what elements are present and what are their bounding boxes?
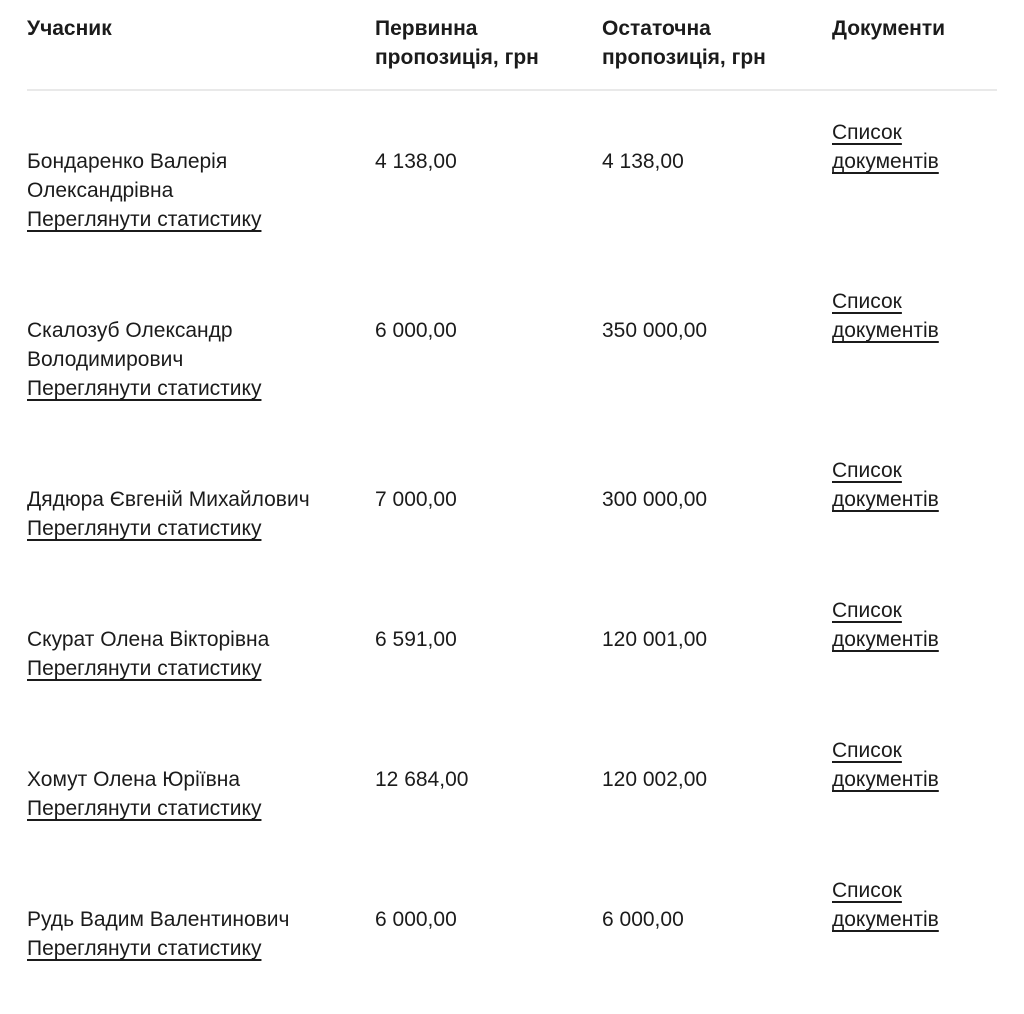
participant-cell [27, 905, 375, 963]
participant-name: Дядюра Євгеній Михайлович [27, 488, 310, 511]
participant-cell [27, 485, 375, 543]
participant-name: Хомут Олена Юріївна [27, 768, 241, 791]
documents-list-link[interactable]: Список документів [832, 290, 939, 342]
final-bid-value: 6 000,00 [602, 908, 684, 931]
col-header-final-bid-label: Остаточна пропозиція, грн [602, 17, 766, 69]
table-row [27, 429, 997, 569]
participant-name: Скурат Олена Вікторівна [27, 628, 270, 651]
col-header-participant-label: Учасник [27, 17, 112, 40]
documents-list-link[interactable]: Список документів [832, 599, 939, 651]
documents-cell [832, 736, 997, 794]
final-bid-value: 4 138,00 [602, 150, 684, 173]
participant-cell [27, 147, 375, 234]
initial-bid-value: 12 684,00 [375, 768, 469, 791]
initial-bid-value: 6 000,00 [375, 319, 457, 342]
table-row [27, 709, 997, 849]
participant-cell [27, 625, 375, 683]
participant-cell [27, 765, 375, 823]
view-statistics-link[interactable]: Переглянути статистику [27, 517, 262, 540]
table-row [27, 849, 997, 989]
documents-list-link[interactable]: Список документів [832, 459, 939, 511]
documents-cell [832, 876, 997, 934]
final-bid-value: 350 000,00 [602, 319, 708, 342]
col-header-documents-label: Документи [832, 17, 946, 40]
view-statistics-link[interactable]: Переглянути статистику [27, 797, 262, 820]
view-statistics-link[interactable]: Переглянути статистику [27, 657, 262, 680]
view-statistics-link[interactable]: Переглянути статистику [27, 937, 262, 960]
initial-bid-value: 6 591,00 [375, 628, 457, 651]
final-bid-value: 300 000,00 [602, 488, 708, 511]
participant-name: Рудь Вадим Валентинович [27, 908, 290, 931]
col-header-initial-bid-label: Первинна пропозиція, грн [375, 17, 539, 69]
view-statistics-link[interactable]: Переглянути статистику [27, 377, 262, 400]
table-row [27, 569, 997, 709]
final-bid-value: 120 001,00 [602, 628, 708, 651]
documents-cell [832, 118, 997, 176]
participant-name: Скалозуб Олександр Володимирович [27, 319, 233, 371]
col-header-participant [27, 14, 375, 43]
col-header-initial-bid [375, 14, 602, 72]
initial-bid-value: 4 138,00 [375, 150, 457, 173]
col-header-documents [832, 14, 997, 43]
documents-list-link[interactable]: Список документів [832, 879, 939, 931]
table-header [27, 14, 997, 72]
documents-cell [832, 287, 997, 345]
documents-cell [832, 596, 997, 654]
initial-bid-value: 7 000,00 [375, 488, 457, 511]
documents-list-link[interactable]: Список документів [832, 739, 939, 791]
table-row [27, 91, 997, 260]
col-header-final-bid [602, 14, 832, 72]
documents-list-link[interactable]: Список документів [832, 121, 939, 173]
final-bid-value: 120 002,00 [602, 768, 708, 791]
documents-cell [832, 456, 997, 514]
view-statistics-link[interactable]: Переглянути статистику [27, 208, 262, 231]
participant-cell [27, 316, 375, 403]
table-row [27, 260, 997, 429]
participant-name: Бондаренко Валерія Олександрівна [27, 150, 228, 202]
initial-bid-value: 6 000,00 [375, 908, 457, 931]
